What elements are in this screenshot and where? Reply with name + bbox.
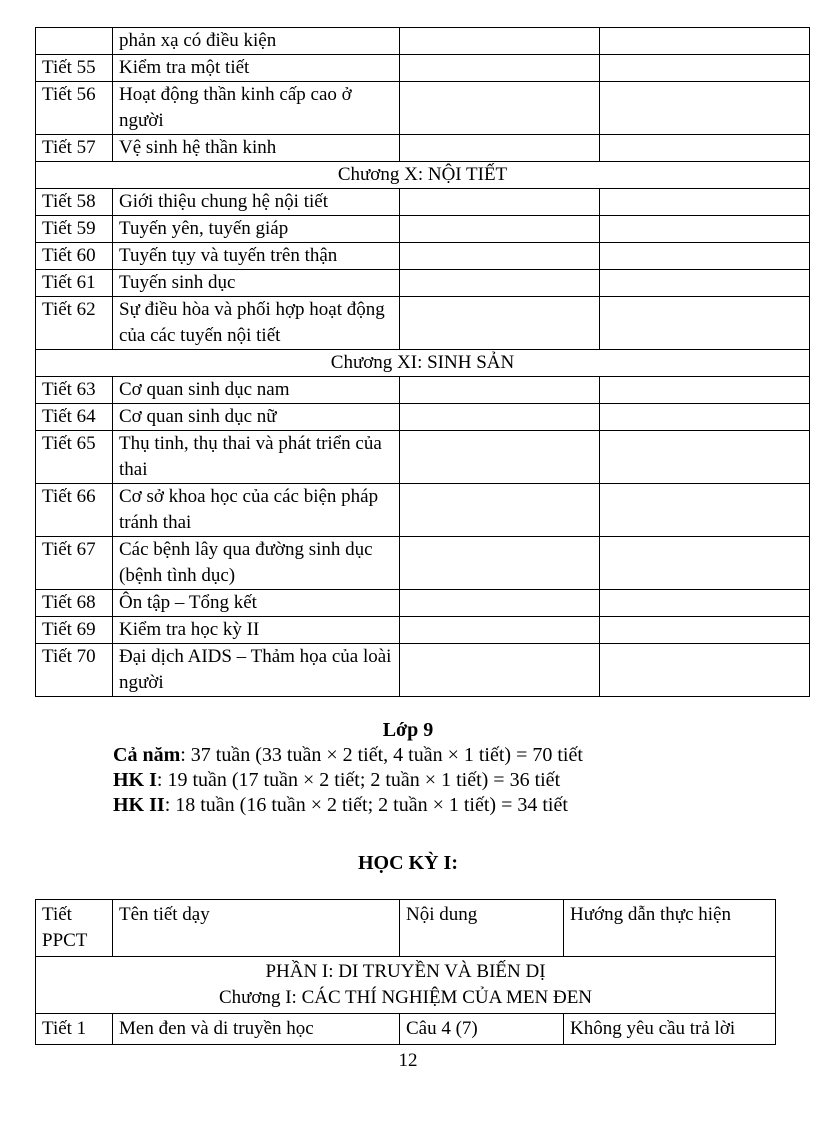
year-label: Cả năm xyxy=(113,744,181,766)
page-number: 12 xyxy=(398,1050,418,1071)
lesson-guide xyxy=(600,297,810,350)
lesson-content xyxy=(400,189,600,216)
lesson-code: Tiết 60 xyxy=(36,243,113,270)
lesson-code: Tiết 62 xyxy=(36,297,113,350)
lesson-content: Câu 4 (7) xyxy=(400,1014,564,1045)
lesson-title: Hoạt động thần kinh cấp cao ở người xyxy=(113,82,400,135)
lesson-content xyxy=(400,82,600,135)
chapter-title: Chương XI: SINH SẢN xyxy=(36,350,810,377)
lesson-guide xyxy=(600,404,810,431)
lesson-content xyxy=(400,590,600,617)
lesson-guide xyxy=(600,243,810,270)
lesson-guide xyxy=(600,590,810,617)
header-period: Tiết PPCT xyxy=(36,900,113,957)
lesson-guide xyxy=(600,28,810,55)
table-row xyxy=(36,270,810,297)
lesson-guide xyxy=(600,135,810,162)
lesson-content xyxy=(400,537,600,590)
table-row xyxy=(36,377,810,404)
chapter-title: Chương I: CÁC THÍ NGHIỆM CỦA MEN ĐEN xyxy=(218,987,593,1008)
table-row xyxy=(36,243,810,270)
lesson-title: Vệ sinh hệ thần kinh xyxy=(113,135,400,162)
lesson-title: Sự điều hòa và phối hợp hoạt động của các tuyến nội tiết xyxy=(113,297,400,350)
lesson-title: Kiểm tra một tiết xyxy=(113,55,400,82)
lesson-guide xyxy=(600,270,810,297)
lesson-content xyxy=(400,431,600,484)
lesson-guide xyxy=(600,377,810,404)
lesson-content xyxy=(400,297,600,350)
table-row xyxy=(36,617,810,644)
lesson-title: Thụ tinh, thụ thai và phát triển của thai xyxy=(113,431,400,484)
table-row xyxy=(36,135,810,162)
lesson-title: Giới thiệu chung hệ nội tiết xyxy=(113,189,400,216)
lesson-code: Tiết 66 xyxy=(36,484,113,537)
lesson-content xyxy=(400,55,600,82)
lesson-title: Ôn tập – Tổng kết xyxy=(113,590,400,617)
lesson-code: Tiết 57 xyxy=(36,135,113,162)
header-row xyxy=(36,900,776,957)
table-row xyxy=(36,82,810,135)
table-row xyxy=(36,216,810,243)
header-lesson-name: Tên tiết dạy xyxy=(113,900,400,957)
lesson-content xyxy=(400,135,600,162)
header-guide: Hướng dẫn thực hiện xyxy=(564,900,776,957)
table-row xyxy=(36,189,810,216)
table-row xyxy=(36,297,810,350)
part-cell xyxy=(36,957,776,1014)
lesson-title: Men đen và di truyền học xyxy=(113,1014,400,1045)
table-row xyxy=(36,431,810,484)
lesson-code: Tiết 64 xyxy=(36,404,113,431)
grade-title: Lớp 9 xyxy=(382,719,434,741)
table-row xyxy=(36,28,810,55)
part-title: PHẦN I: DI TRUYỀN VÀ BIẾN DỊ xyxy=(265,961,546,982)
lesson-code: Tiết 63 xyxy=(36,377,113,404)
lesson-code: Tiết 69 xyxy=(36,617,113,644)
lesson-title: Đại dịch AIDS – Thảm họa của loài người xyxy=(113,644,400,697)
lesson-guide xyxy=(600,644,810,697)
chapter-title: Chương X: NỘI TIẾT xyxy=(36,162,810,189)
lesson-title: Các bệnh lây qua đường sinh dục (bệnh tình dục) xyxy=(113,537,400,590)
lesson-title: Cơ sở khoa học của các biện pháp tránh thai xyxy=(113,484,400,537)
lesson-content xyxy=(400,644,600,697)
lesson-content xyxy=(400,617,600,644)
lesson-title: Tuyến yên, tuyến giáp xyxy=(113,216,400,243)
table-row xyxy=(36,55,810,82)
hk1-label: HK I xyxy=(113,769,157,791)
lesson-code: Tiết 68 xyxy=(36,590,113,617)
lesson-code: Tiết 59 xyxy=(36,216,113,243)
chapter-row xyxy=(36,162,810,189)
table-row xyxy=(36,484,810,537)
lesson-guide xyxy=(600,537,810,590)
lesson-code: Tiết 61 xyxy=(36,270,113,297)
table-row xyxy=(36,590,810,617)
lesson-content xyxy=(400,243,600,270)
header-content: Nội dung xyxy=(400,900,564,957)
curriculum-table-grade9 xyxy=(35,899,776,1045)
part-row xyxy=(36,957,776,1014)
hk1-text: : 19 tuần (17 tuần × 2 tiết; 2 tuần × 1 tiết) = 36 tiết xyxy=(156,769,561,791)
lesson-code: Tiết 65 xyxy=(36,431,113,484)
lesson-title: phản xạ có điều kiện xyxy=(113,28,400,55)
lesson-content xyxy=(400,270,600,297)
curriculum-table-grade8 xyxy=(35,27,810,697)
lesson-title: Tuyến sinh dục xyxy=(113,270,400,297)
lesson-guide xyxy=(600,431,810,484)
table-row xyxy=(36,537,810,590)
lesson-code: Tiết 55 xyxy=(36,55,113,82)
lesson-content xyxy=(400,404,600,431)
table-row xyxy=(36,404,810,431)
lesson-content xyxy=(400,377,600,404)
lesson-content xyxy=(400,484,600,537)
lesson-content xyxy=(400,28,600,55)
lesson-guide xyxy=(600,484,810,537)
table-row xyxy=(36,1014,776,1045)
lesson-code: Tiết 1 xyxy=(36,1014,113,1045)
lesson-guide xyxy=(600,189,810,216)
term-heading: HỌC KỲ I: xyxy=(358,852,458,874)
lesson-guide xyxy=(600,216,810,243)
chapter-row xyxy=(36,350,810,377)
year-text: : 37 tuần (33 tuần × 2 tiết, 4 tuần × 1 tiết) = 70 tiết xyxy=(180,744,583,766)
lesson-guide xyxy=(600,55,810,82)
grade-summary xyxy=(0,718,816,818)
hk2-text: : 18 tuần (16 tuần × 2 tiết; 2 tuần × 1 tiết) = 34 tiết xyxy=(164,794,568,816)
lesson-guide xyxy=(600,617,810,644)
lesson-content xyxy=(400,216,600,243)
lesson-code: Tiết 56 xyxy=(36,82,113,135)
lesson-guide xyxy=(600,82,810,135)
hk2-label: HK II xyxy=(113,794,165,816)
lesson-code: Tiết 58 xyxy=(36,189,113,216)
lesson-code: Tiết 70 xyxy=(36,644,113,697)
year-summary xyxy=(0,743,816,768)
hk1-summary xyxy=(0,768,816,793)
hk2-summary xyxy=(0,793,816,818)
lesson-title: Cơ quan sinh dục nữ xyxy=(113,404,400,431)
lesson-title: Kiểm tra học kỳ II xyxy=(113,617,400,644)
lesson-code xyxy=(36,28,113,55)
table-row xyxy=(36,644,810,697)
lesson-guide: Không yêu cầu trả lời xyxy=(564,1014,776,1045)
lesson-title: Tuyến tụy và tuyến trên thận xyxy=(113,243,400,270)
lesson-code: Tiết 67 xyxy=(36,537,113,590)
lesson-title: Cơ quan sinh dục nam xyxy=(113,377,400,404)
